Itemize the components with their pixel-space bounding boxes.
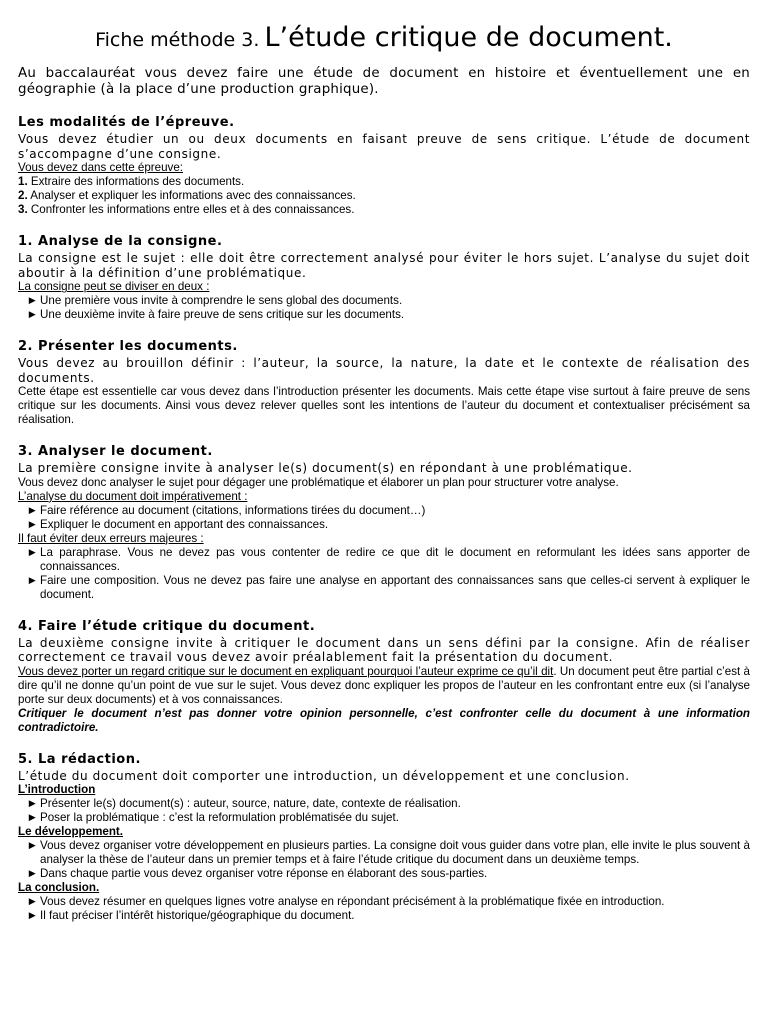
- section-3-text2: Vous devez donc analyser le sujet pour dégager une problématique et élaborer un plan pour structurer votre analyse.: [18, 475, 619, 489]
- section-3-list-1: [18, 504, 750, 532]
- modalites-text: Vous devez étudier un ou deux documents en faisant preuve de sens critique. L’étude de document s’accompagne d’une consigne.: [18, 132, 750, 161]
- arrow-bullet-icon: ►: [26, 517, 38, 531]
- arrow-bullet-icon: ►: [26, 294, 38, 308]
- title-main: L’étude critique de document.: [264, 22, 673, 53]
- arrow-bullet-icon: ►: [26, 867, 38, 881]
- list-item: ► La paraphrase. Vous ne devez pas vous contenter de redire ce que dit le document en reformulant les idées sans apporter de connaissances.: [18, 546, 750, 574]
- section-analyse-consigne: [18, 233, 750, 322]
- arrow-bullet-icon: ►: [26, 839, 38, 853]
- section-1-heading: 1. Analyse de la consigne.: [18, 234, 223, 250]
- section-1-text: La consigne est le sujet : elle doit être correctement analysé pour éviter le hors sujet. L’analyse du sujet doit aboutir à la définition d’une problématique.: [18, 251, 750, 280]
- conclusion-list: [18, 895, 750, 923]
- section-presenter-documents: [18, 338, 750, 427]
- intro-paragraph: Au baccalauréat vous devez faire une étude de document en histoire et éventuellement une en géographie (à la place d’une production graphique).: [18, 66, 750, 98]
- section-4-emphasis: Critiquer le document n’est pas donner votre opinion personnelle, c’est confronter celle du document à une information contradictoire.: [18, 706, 750, 734]
- list-item: ► Une première vous invite à comprendre le sens global des documents.: [18, 294, 750, 308]
- modalites-label: Vous devez dans cette épreuve:: [18, 161, 184, 175]
- section-4-text2: [18, 665, 750, 707]
- list-item: ► Vous devez résumer en quelques lignes votre analyse en répondant précisément à la problématique fixée en introduction.: [18, 895, 750, 909]
- section-2-text: Vous devez au brouillon définir : l’auteur, la source, la nature, la date et le contexte de réalisation des documents.: [18, 356, 750, 385]
- list-item: ► Dans chaque partie vous devez organiser votre réponse en élaborant des sous-parties.: [18, 867, 750, 881]
- section-5-heading: 5. La rédaction.: [18, 751, 141, 767]
- section-modalites: [18, 114, 750, 217]
- section-4-heading: 4. Faire l’étude critique du document.: [18, 618, 316, 634]
- section-1-list: [18, 294, 750, 322]
- section-3-label-1: L’analyse du document doit impérativement :: [18, 489, 248, 503]
- arrow-bullet-icon: ►: [26, 811, 38, 825]
- arrow-bullet-icon: ►: [26, 895, 38, 909]
- developpement-list: [18, 839, 750, 881]
- list-item: ► Faire une composition. Vous ne devez pas faire une analyse en apportant des connaissances sans que celles-ci servent à expliquer le document.: [18, 574, 750, 602]
- section-3-label-2: Il faut éviter deux erreurs majeures :: [18, 531, 204, 545]
- section-4-underlined: Vous devez porter un regard critique sur le document en expliquant pourquoi l’auteur exprime ce qu’il dit: [18, 664, 554, 678]
- section-4-text: La deuxième consigne invite à critiquer le document dans un sens défini par la consigne. Afin de réaliser correctement ce travail vous devez avoir préalablement fait la présentation du document.: [18, 635, 750, 665]
- modalites-steps: [18, 175, 750, 217]
- section-2-text2: Cette étape est essentielle car vous devez dans l’introduction présenter les documents. Mais cette étape vise surtout à faire preuve de sens critique sur les documents. Ainsi vous devez relever quelles sont les intentions de l’auteur du document et contextualiser précisément sa réalisation.: [18, 385, 750, 427]
- section-3-text: La première consigne invite à analyser le(s) document(s) en répondant à une problématique.: [18, 461, 633, 476]
- section-analyser-document: [18, 443, 750, 602]
- page-title: [18, 22, 750, 54]
- section-5-text: L’étude du document doit comporter une introduction, un développement et une conclusion.: [18, 768, 630, 783]
- section-redaction: [18, 751, 750, 924]
- developpement-label: Le développement.: [18, 825, 124, 839]
- list-item: ► Vous devez organiser votre développement en plusieurs parties. La consigne doit vous guider dans votre plan, elle invite le plus souvent à analyser la thèse de l’auteur dans un premier temps et à faire l’étude critique du document dans un deuxième temps.: [18, 839, 750, 867]
- section-2-heading: 2. Présenter les documents.: [18, 339, 238, 355]
- list-item: 2. Analyser et expliquer les informations avec des connaissances.: [18, 189, 356, 203]
- list-item: ► Présenter le(s) document(s) : auteur, source, nature, date, contexte de réalisation.: [18, 797, 750, 811]
- section-1-label: La consigne peut se diviser en deux :: [18, 280, 210, 294]
- conclusion-label: La conclusion.: [18, 881, 100, 895]
- section-3-heading: 3. Analyser le document.: [18, 444, 213, 460]
- list-item: ► Faire référence au document (citations, informations tirées du document…): [18, 504, 750, 518]
- arrow-bullet-icon: ►: [26, 503, 38, 517]
- list-item: ► Expliquer le document en apportant des connaissances.: [18, 518, 750, 532]
- introduction-list: [18, 797, 750, 825]
- list-item: ► Il faut préciser l’intérêt historique/géographique du document.: [18, 909, 750, 923]
- section-4-rest: . Un document peut être partial c’est à dire qu’il ne donne qu’un point de vue sur le sujet. Vous devez donc expliquer les propos de l’auteur en les confrontant entre eux (si l’analyse porte sur deux documents) et à vos connaissances.: [18, 664, 751, 706]
- arrow-bullet-icon: ►: [26, 909, 38, 923]
- arrow-bullet-icon: ►: [26, 573, 38, 587]
- section-3-list-2: [18, 546, 750, 602]
- introduction-label: L’introduction: [18, 783, 96, 797]
- list-item: ► Une deuxième invite à faire preuve de sens critique sur les documents.: [18, 308, 750, 322]
- section-etude-critique: [18, 618, 750, 735]
- list-item: ► Poser la problématique : c’est la reformulation problématisée du sujet.: [18, 811, 750, 825]
- modalites-heading: Les modalités de l’épreuve.: [18, 115, 235, 131]
- arrow-bullet-icon: ►: [26, 797, 38, 811]
- title-prefix: Fiche méthode 3.: [95, 29, 260, 51]
- list-item: 1. Extraire des informations des documents.: [18, 175, 245, 189]
- list-item: 3. Confronter les informations entre elles et à des connaissances.: [18, 203, 355, 217]
- arrow-bullet-icon: ►: [26, 545, 38, 559]
- arrow-bullet-icon: ►: [26, 308, 38, 322]
